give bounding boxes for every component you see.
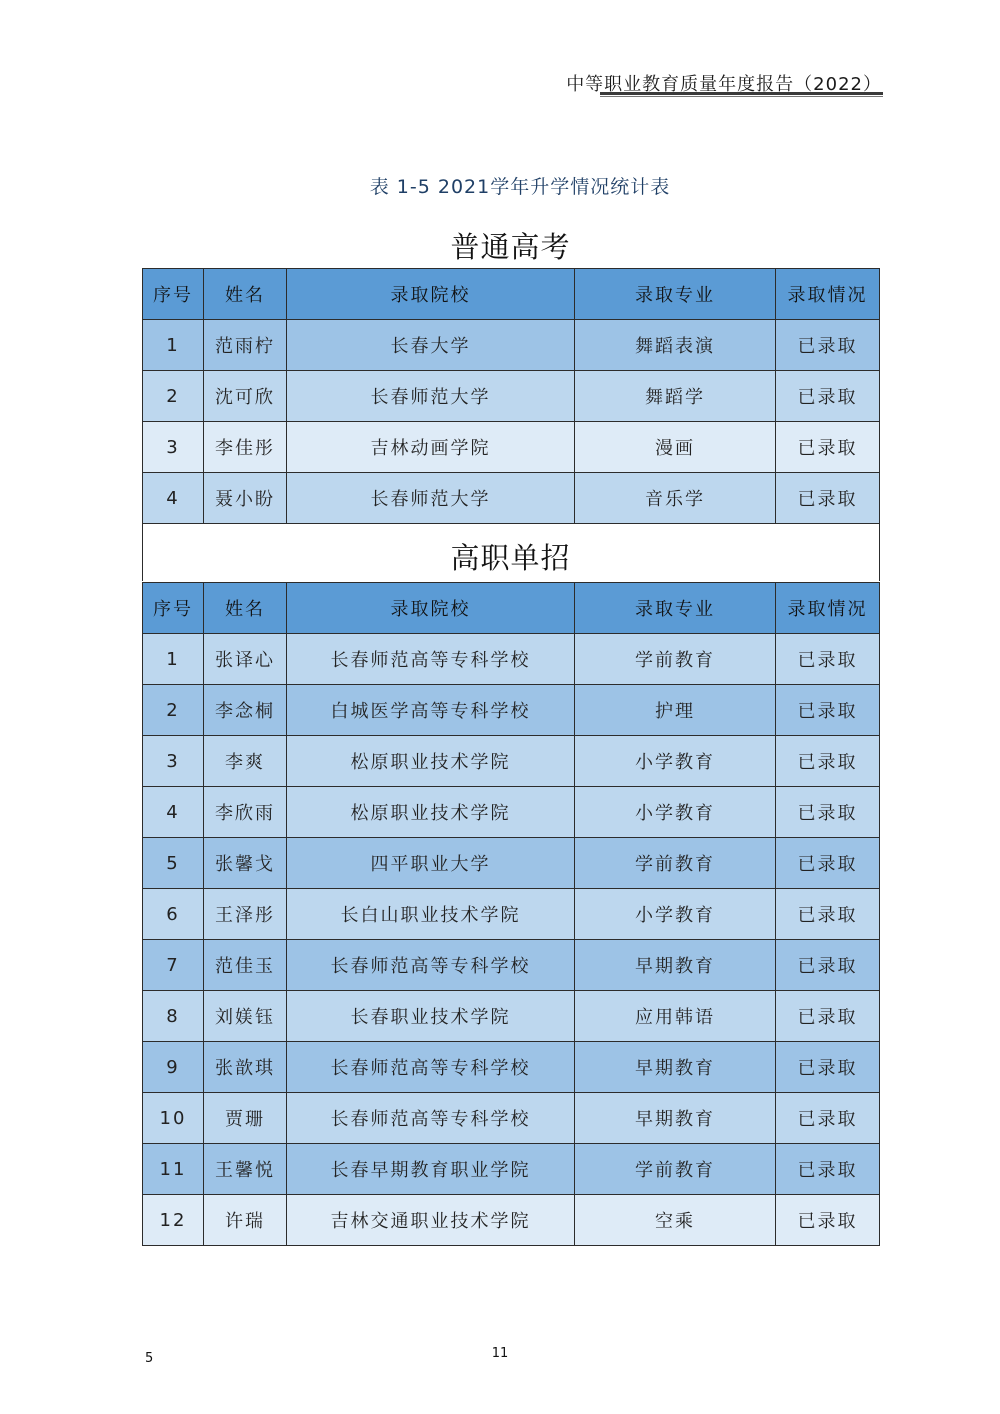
cell-school: 松原职业技术学院 bbox=[287, 787, 575, 838]
cell-major: 早期教育 bbox=[575, 1093, 776, 1144]
cell-major: 早期教育 bbox=[575, 1042, 776, 1093]
cell-school: 吉林动画学院 bbox=[287, 422, 575, 473]
cell-school: 长春师范高等专科学校 bbox=[287, 1093, 575, 1144]
cell-no: 3 bbox=[143, 736, 204, 787]
table-row bbox=[143, 940, 880, 991]
cell-major: 舞蹈学 bbox=[575, 371, 776, 422]
cell-status: 已录取 bbox=[776, 1042, 880, 1093]
cell-status: 已录取 bbox=[776, 371, 880, 422]
cell-school: 长春师范高等专科学校 bbox=[287, 634, 575, 685]
cell-status: 已录取 bbox=[776, 1144, 880, 1195]
cell-major: 空乘 bbox=[575, 1195, 776, 1246]
cell-status: 已录取 bbox=[776, 940, 880, 991]
cell-name: 王泽彤 bbox=[204, 889, 287, 940]
column-header-no: 序号 bbox=[143, 269, 204, 320]
cell-major: 舞蹈表演 bbox=[575, 320, 776, 371]
table-row bbox=[143, 1144, 880, 1195]
cell-no: 4 bbox=[143, 787, 204, 838]
cell-major: 小学教育 bbox=[575, 736, 776, 787]
cell-major: 早期教育 bbox=[575, 940, 776, 991]
cell-school: 长白山职业技术学院 bbox=[287, 889, 575, 940]
cell-name: 王馨悦 bbox=[204, 1144, 287, 1195]
cell-no: 5 bbox=[143, 838, 204, 889]
cell-no: 9 bbox=[143, 1042, 204, 1093]
cell-status: 已录取 bbox=[776, 473, 880, 524]
cell-name: 李爽 bbox=[204, 736, 287, 787]
cell-no: 12 bbox=[143, 1195, 204, 1246]
cell-name: 李念桐 bbox=[204, 685, 287, 736]
table-row bbox=[143, 685, 880, 736]
gaokao-table bbox=[142, 268, 880, 524]
cell-status: 已录取 bbox=[776, 838, 880, 889]
table-header-row bbox=[143, 583, 880, 634]
cell-status: 已录取 bbox=[776, 889, 880, 940]
cell-name: 张译心 bbox=[204, 634, 287, 685]
cell-school: 长春师范高等专科学校 bbox=[287, 1042, 575, 1093]
table-row bbox=[143, 634, 880, 685]
footer-left-number: 5 bbox=[145, 1351, 154, 1366]
cell-major: 音乐学 bbox=[575, 473, 776, 524]
gaozhi-table bbox=[142, 582, 880, 1246]
cell-school: 四平职业大学 bbox=[287, 838, 575, 889]
cell-name: 李佳彤 bbox=[204, 422, 287, 473]
cell-school: 松原职业技术学院 bbox=[287, 736, 575, 787]
cell-no: 4 bbox=[143, 473, 204, 524]
cell-school: 长春早期教育职业学院 bbox=[287, 1144, 575, 1195]
report-header-title: 中等职业教育质量年度报告（2022） bbox=[566, 74, 882, 95]
column-header-school: 录取院校 bbox=[287, 269, 575, 320]
table-row bbox=[143, 1195, 880, 1246]
cell-name: 范雨柠 bbox=[204, 320, 287, 371]
cell-no: 7 bbox=[143, 940, 204, 991]
table-row bbox=[143, 889, 880, 940]
cell-major: 漫画 bbox=[575, 422, 776, 473]
cell-no: 1 bbox=[143, 634, 204, 685]
cell-name: 贾珊 bbox=[204, 1093, 287, 1144]
column-header-school: 录取院校 bbox=[287, 583, 575, 634]
cell-status: 已录取 bbox=[776, 634, 880, 685]
cell-name: 沈可欣 bbox=[204, 371, 287, 422]
table-row bbox=[143, 320, 880, 371]
cell-school: 长春师范大学 bbox=[287, 371, 575, 422]
table-row bbox=[143, 991, 880, 1042]
cell-major: 学前教育 bbox=[575, 1144, 776, 1195]
cell-name: 张歆琪 bbox=[204, 1042, 287, 1093]
table-row bbox=[143, 736, 880, 787]
column-header-status: 录取情况 bbox=[776, 583, 880, 634]
cell-status: 已录取 bbox=[776, 787, 880, 838]
table-caption: 表 1-5 2021学年升学情况统计表 bbox=[369, 176, 671, 198]
cell-school: 长春大学 bbox=[287, 320, 575, 371]
column-header-status: 录取情况 bbox=[776, 269, 880, 320]
cell-status: 已录取 bbox=[776, 422, 880, 473]
cell-no: 6 bbox=[143, 889, 204, 940]
cell-major: 应用韩语 bbox=[575, 991, 776, 1042]
cell-major: 学前教育 bbox=[575, 838, 776, 889]
cell-no: 2 bbox=[143, 371, 204, 422]
column-header-name: 姓名 bbox=[204, 269, 287, 320]
cell-school: 长春师范高等专科学校 bbox=[287, 940, 575, 991]
cell-no: 11 bbox=[143, 1144, 204, 1195]
table-row bbox=[143, 371, 880, 422]
cell-no: 3 bbox=[143, 422, 204, 473]
cell-status: 已录取 bbox=[776, 1093, 880, 1144]
cell-school: 吉林交通职业技术学院 bbox=[287, 1195, 575, 1246]
cell-status: 已录取 bbox=[776, 1195, 880, 1246]
cell-major: 学前教育 bbox=[575, 634, 776, 685]
section-title-gaozhi: 高职单招 bbox=[450, 541, 571, 575]
table-row bbox=[143, 787, 880, 838]
cell-name: 刘媄钰 bbox=[204, 991, 287, 1042]
table-row bbox=[143, 1042, 880, 1093]
cell-no: 1 bbox=[143, 320, 204, 371]
cell-no: 10 bbox=[143, 1093, 204, 1144]
column-header-no: 序号 bbox=[143, 583, 204, 634]
cell-school: 长春师范大学 bbox=[287, 473, 575, 524]
cell-name: 李欣雨 bbox=[204, 787, 287, 838]
cell-status: 已录取 bbox=[776, 991, 880, 1042]
section-title-gaokao: 普通高考 bbox=[450, 230, 571, 264]
cell-name: 许瑞 bbox=[204, 1195, 287, 1246]
table-row bbox=[143, 838, 880, 889]
cell-major: 护理 bbox=[575, 685, 776, 736]
cell-school: 长春职业技术学院 bbox=[287, 991, 575, 1042]
cell-status: 已录取 bbox=[776, 320, 880, 371]
header-rule-thin bbox=[600, 96, 883, 97]
column-header-major: 录取专业 bbox=[575, 269, 776, 320]
table-row bbox=[143, 473, 880, 524]
cell-name: 范佳玉 bbox=[204, 940, 287, 991]
cell-name: 张馨戈 bbox=[204, 838, 287, 889]
page-number: 11 bbox=[491, 1346, 509, 1361]
cell-name: 聂小盼 bbox=[204, 473, 287, 524]
cell-major: 小学教育 bbox=[575, 787, 776, 838]
header-rule-thick bbox=[600, 92, 883, 95]
cell-status: 已录取 bbox=[776, 685, 880, 736]
cell-major: 小学教育 bbox=[575, 889, 776, 940]
cell-status: 已录取 bbox=[776, 736, 880, 787]
cell-no: 2 bbox=[143, 685, 204, 736]
column-header-name: 姓名 bbox=[204, 583, 287, 634]
table-row bbox=[143, 422, 880, 473]
column-header-major: 录取专业 bbox=[575, 583, 776, 634]
cell-school: 白城医学高等专科学校 bbox=[287, 685, 575, 736]
table-row bbox=[143, 1093, 880, 1144]
cell-no: 8 bbox=[143, 991, 204, 1042]
table-header-row bbox=[143, 269, 880, 320]
